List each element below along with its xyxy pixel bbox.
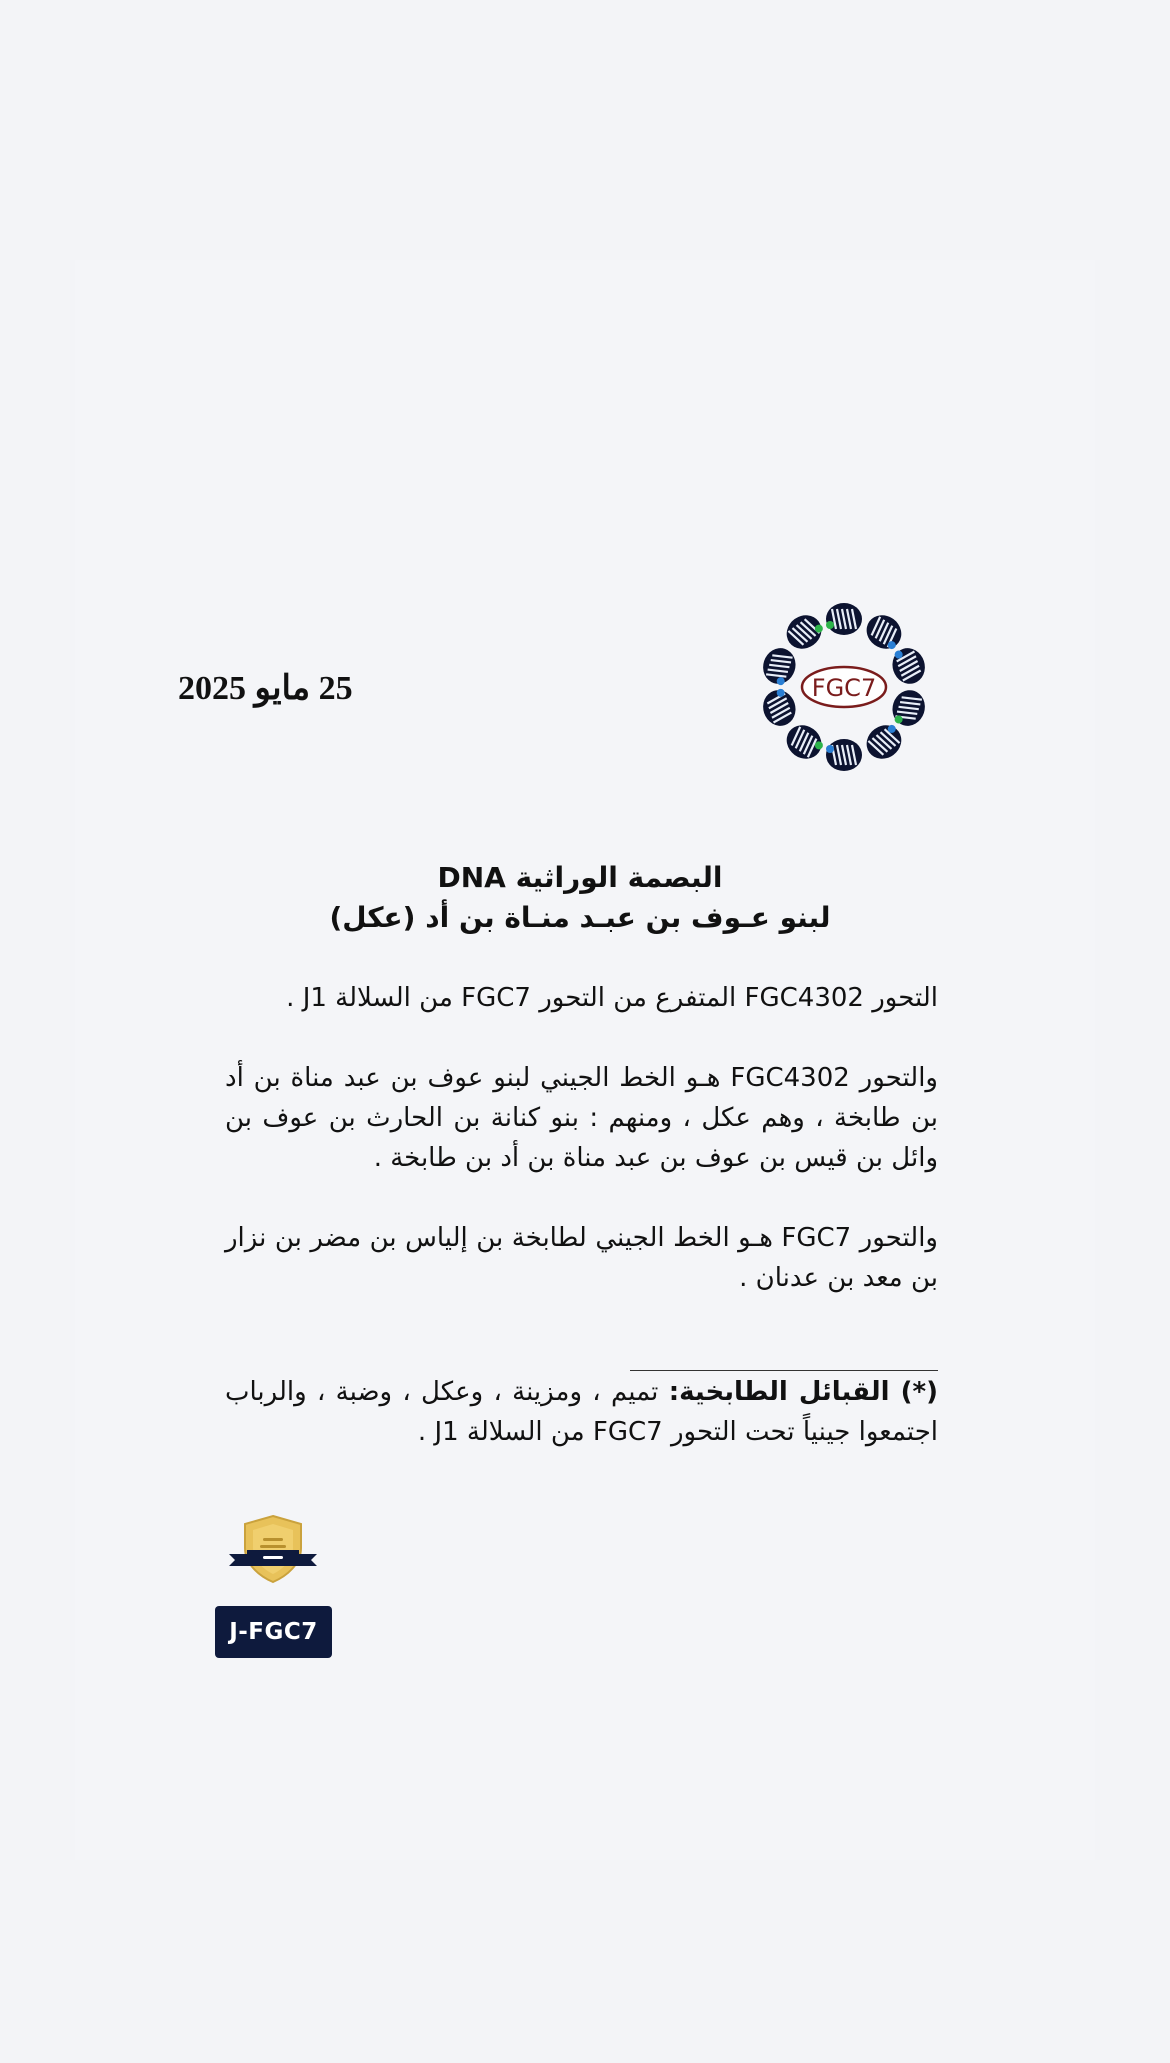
footnote	[225, 1372, 938, 1452]
dna-segment	[826, 739, 862, 771]
document-subtitle: لبنو عـوف بن عبـد منـاة بن أد (عكل)	[329, 901, 831, 934]
dna-segment	[759, 644, 801, 688]
shield-badge-icon	[227, 1512, 319, 1584]
dna-segment	[780, 718, 828, 765]
dna-ring-icon	[755, 598, 933, 776]
footnote-divider	[630, 1370, 938, 1371]
paragraph-1: التحور FGC4302 المتفرع من التحور FGC7 من السلالة J1 .	[286, 983, 938, 1013]
footnote-label: (*) القبائل الطابخية:	[668, 1377, 939, 1407]
dna-segment	[860, 608, 908, 655]
dna-segment	[888, 686, 930, 730]
badge-label: J-FGC7	[215, 1606, 332, 1658]
paragraph-3: والتحور FGC7 هـو الخط الجيني لطابخة بن إلياس بن مضر بن نزار بن معد بن عدنان .	[225, 1223, 938, 1293]
logo-text: FGC7	[811, 674, 877, 702]
dna-segment	[759, 686, 801, 730]
footnote-text: تميم ، ومزينة ، وعكل ، وضبة ، والرباب اجتمعوا جينياً تحت التحور FGC7 من السلالة J1 .	[225, 1377, 938, 1447]
document-date: 25 مايو 2025	[178, 670, 353, 707]
dna-segment	[826, 603, 862, 635]
dna-segment	[888, 644, 930, 688]
dna-segment	[780, 608, 828, 655]
paragraph-2: والتحور FGC4302 هـو الخط الجيني لبنو عوف بن عبد مناة بن أد بن طابخة ، وهم عكل ، ومنهم : بنو كنانة بن الحارث بن عوف بن وائل بن قيس بن عوف بن عبد مناة بن أد بن طابخة .	[225, 1063, 938, 1173]
document-title: البصمة الوراثية DNA	[437, 861, 723, 894]
dna-segment	[860, 718, 908, 765]
